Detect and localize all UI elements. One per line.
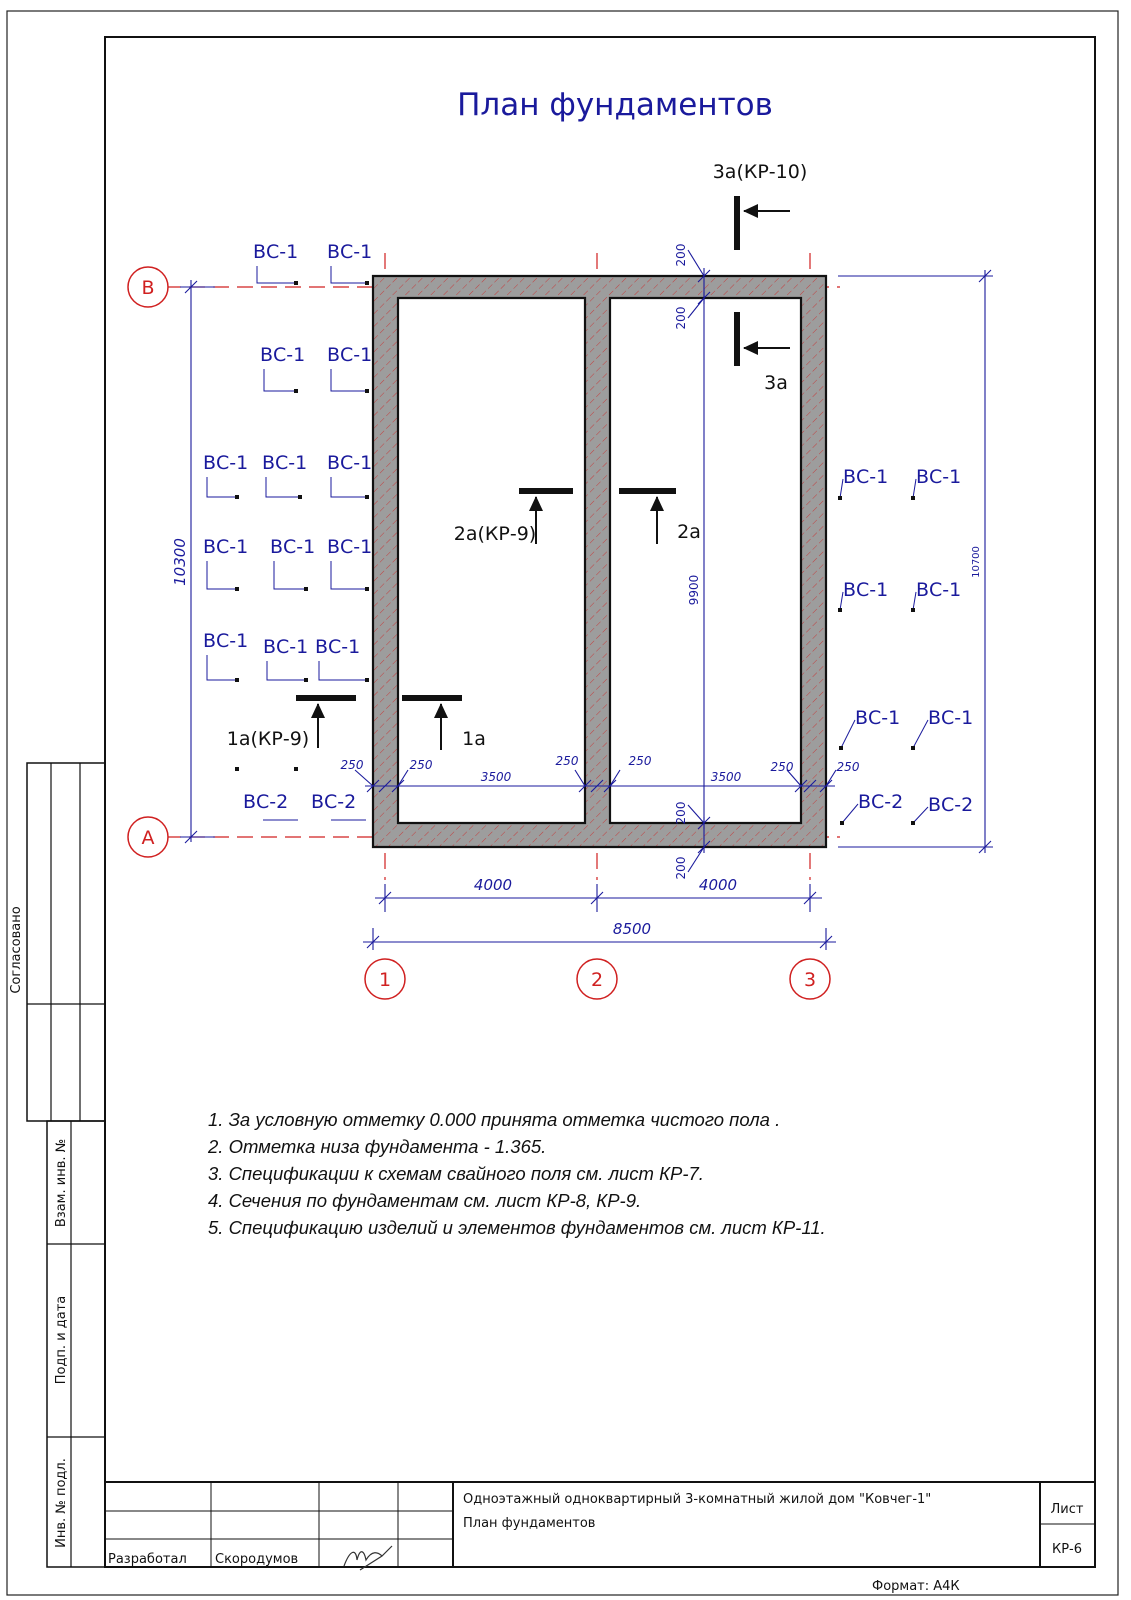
foundation-walls — [373, 276, 826, 847]
note-1: 1. За условную отметку 0.000 принята отметка чистого пола . — [208, 1109, 781, 1130]
pile-point — [911, 821, 915, 825]
pile-label-bc2: ВС-2 — [243, 791, 289, 813]
pile-leader — [841, 720, 855, 748]
pile-label-bc1: ВС-1 — [203, 630, 249, 652]
pile-label-bc1: ВС-1 — [916, 466, 962, 488]
pile-leader — [207, 477, 237, 497]
pile-point — [235, 678, 239, 682]
note-5: 5. Спецификацию изделий и элементов фундаментов см. лист КР-11. — [208, 1217, 826, 1238]
dim-wall-1: 250 — [340, 758, 364, 772]
pile-leader — [331, 266, 367, 283]
note-3: 3. Спецификации к схемам свайного поля см. лист КР-7. — [208, 1163, 704, 1184]
axis-label-v: В — [141, 277, 155, 299]
dim-inner-1: 3500 — [480, 770, 512, 784]
pile-label-bc1: ВС-1 — [928, 707, 974, 729]
pile-point — [235, 767, 239, 771]
pile-point — [298, 495, 302, 499]
pile-label-bc1: ВС-1 — [916, 579, 962, 601]
pile-point — [304, 678, 308, 682]
pile-leader — [913, 592, 916, 610]
developer-name: Скородумов — [215, 1552, 299, 1567]
pile-label-bc1: ВС-1 — [263, 636, 309, 658]
axis-label-1: 1 — [378, 969, 392, 991]
pile-label-bc1: ВС-1 — [327, 344, 373, 366]
pile-point — [294, 767, 298, 771]
section-3a-label: 3а — [764, 372, 788, 394]
pile-label-bc1: ВС-1 — [843, 466, 889, 488]
dim-top-200a: 200 — [674, 243, 688, 267]
pile-label-bc1: ВС-1 — [327, 241, 373, 263]
general-notes — [207, 1109, 826, 1238]
title-block — [105, 1482, 1095, 1594]
pile-point — [911, 608, 915, 612]
note-2: 2. Отметка низа фундамента - 1.365. — [208, 1136, 547, 1157]
sheet-format: Формат: А4К — [872, 1579, 960, 1594]
pile-point — [235, 495, 239, 499]
section-3a-ref-label: 3а(КР-10) — [712, 161, 808, 183]
pile-leader — [840, 592, 843, 610]
note-4: 4. Сечения по фундаментам см. лист КР-8, КР-9. — [208, 1190, 642, 1211]
pile-label-bc1: ВС-1 — [270, 536, 316, 558]
axis-label-2: 2 — [590, 969, 604, 991]
pile-leader — [840, 479, 843, 498]
pile-leader — [331, 369, 367, 391]
pile-point — [911, 746, 915, 750]
pile-point — [235, 587, 239, 591]
pile-point — [839, 746, 843, 750]
pile-point — [365, 281, 369, 285]
pile-label-bc1: ВС-1 — [315, 636, 361, 658]
pile-leader — [913, 720, 928, 748]
section-markers — [227, 161, 808, 750]
pile-point — [838, 608, 842, 612]
dim-inner-height: 9900 — [687, 574, 701, 606]
pile-label-bc1: ВС-1 — [327, 452, 373, 474]
pile-leader — [266, 477, 300, 497]
pile-label-bc1: ВС-1 — [203, 536, 249, 558]
pile-leader — [319, 661, 367, 680]
pile-label-bc1: ВС-1 — [855, 707, 901, 729]
dim-wall-5: 250 — [770, 760, 794, 774]
drawing-title: План фундаментов — [463, 1516, 596, 1531]
dim-wall-4: 250 — [628, 754, 652, 768]
pile-point — [304, 587, 308, 591]
pile-label-bc2: ВС-2 — [858, 791, 904, 813]
pile-leader — [331, 561, 367, 589]
pile-label-bc1: ВС-1 — [327, 536, 373, 558]
pile-label-bc1: ВС-1 — [253, 241, 299, 263]
axis-label-a: А — [141, 827, 155, 849]
dim-bay-1: 4000 — [473, 876, 513, 894]
pile-point — [840, 821, 844, 825]
pile-point — [365, 495, 369, 499]
pile-leader — [257, 266, 296, 283]
pile-leader — [264, 369, 296, 391]
section-2a-ref-label: 2а(КР-9) — [453, 523, 537, 545]
pile-point — [294, 281, 298, 285]
side-stamp — [9, 763, 105, 1567]
dim-bot-200a: 200 — [674, 801, 688, 825]
pile-leader — [842, 804, 858, 823]
pile-point — [294, 389, 298, 393]
pile-label-bc2: ВС-2 — [311, 791, 357, 813]
pile-label-bc1: ВС-1 — [843, 579, 889, 601]
project-title: Одноэтажный одноквартирный 3-комнатный жилой дом "Ковчег-1" — [463, 1492, 932, 1507]
pile-leader — [913, 807, 928, 823]
pile-leader — [207, 561, 237, 589]
section-2a-label: 2а — [677, 521, 701, 543]
page-title: План фундаментов — [457, 87, 773, 123]
pile-leader — [274, 561, 306, 589]
dim-wall-6: 250 — [836, 760, 860, 774]
developer-role: Разработал — [108, 1552, 187, 1567]
dim-bot-200b: 200 — [674, 856, 688, 880]
stamp-inv-replace: Взам. инв. № — [54, 1138, 69, 1228]
pile-label-bc1: ВС-1 — [260, 344, 306, 366]
dim-height-left: 10300 — [171, 538, 189, 586]
pile-leader — [207, 655, 237, 680]
section-1a-label: 1а — [462, 728, 486, 750]
dim-wall-3: 250 — [555, 754, 579, 768]
axis-label-3: 3 — [803, 969, 817, 991]
pile-leader — [913, 479, 916, 498]
dim-height-right: 10700 — [971, 546, 982, 578]
stamp-inv-original: Инв. № подл. — [54, 1458, 69, 1548]
pile-leader — [267, 661, 306, 680]
pile-point — [365, 389, 369, 393]
dim-top-200b: 200 — [674, 306, 688, 330]
pile-point — [365, 678, 369, 682]
dim-bay-2: 4000 — [698, 876, 738, 894]
pile-label-bc1: ВС-1 — [203, 452, 249, 474]
pile-leader — [331, 477, 367, 497]
sheet-label: Лист — [1050, 1502, 1084, 1517]
pile-label-bc2: ВС-2 — [928, 794, 974, 816]
dim-inner-2: 3500 — [710, 770, 742, 784]
stamp-agreed: Согласовано — [9, 906, 24, 994]
dim-total: 8500 — [612, 920, 652, 938]
pile-point — [911, 496, 915, 500]
pile-point — [838, 496, 842, 500]
pile-point — [365, 587, 369, 591]
stamp-sign-date: Подп. и дата — [54, 1295, 69, 1385]
pile-label-bc1: ВС-1 — [262, 452, 308, 474]
dim-wall-2: 250 — [409, 758, 433, 772]
sheet-number: КР-6 — [1051, 1542, 1083, 1557]
section-1a-ref-label: 1а(КР-9) — [226, 728, 310, 750]
